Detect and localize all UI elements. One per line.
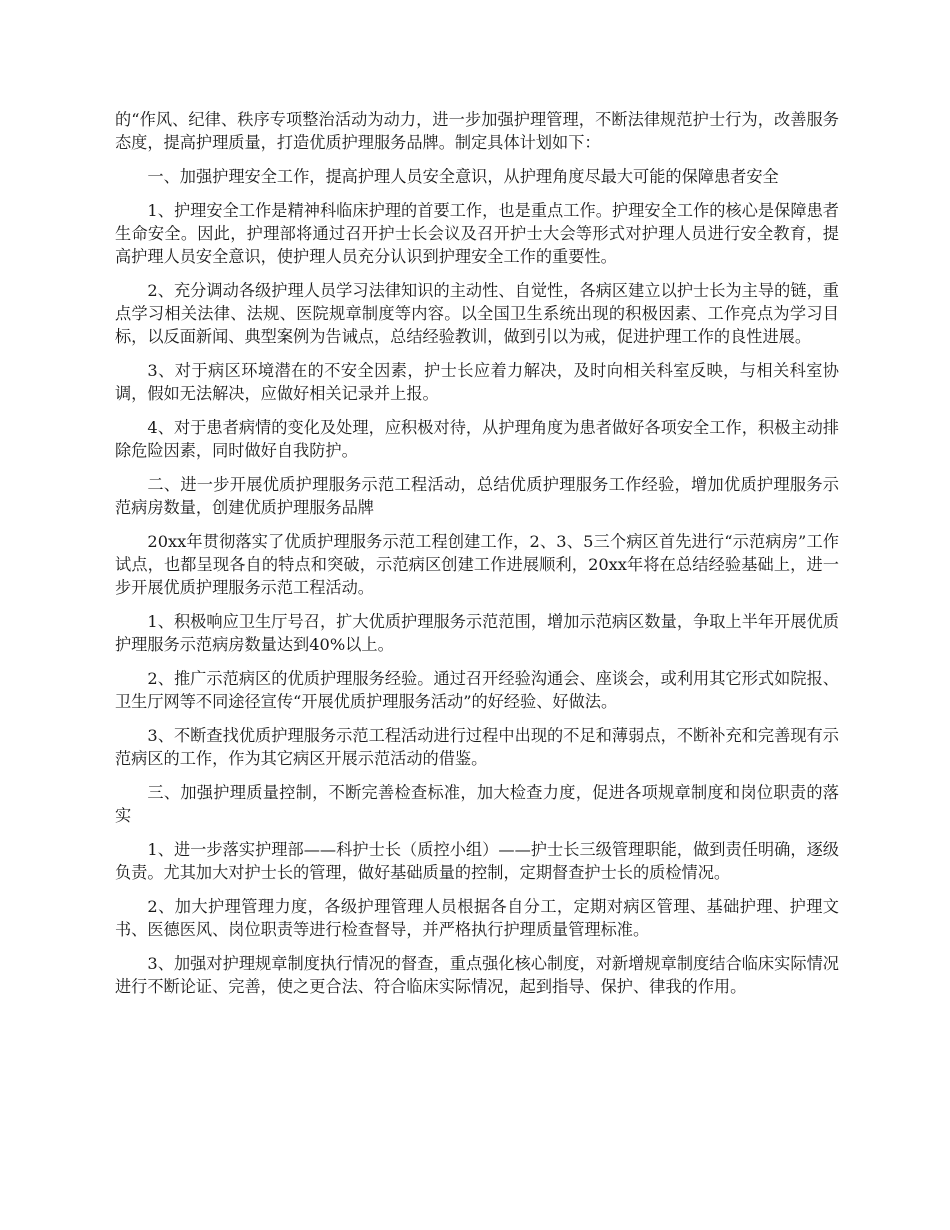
section-heading-3: 三、加强护理质量控制，不断完善检查标准，加大检查力度，促进各项规章制度和岗位职责的落实: [115, 783, 839, 825]
paragraph-1-4: 4、对于患者病情的变化及处理，应积极对待，从护理角度为患者做好各项安全工作，积极主动排除危险因素，同时做好自我防护。: [115, 418, 839, 460]
paragraph-3-2: 2、加大护理管理力度，各级护理管理人员根据各自分工，定期对病区管理、基础护理、护理文书、医德医风、岗位职责等进行检查督导，并严格执行护理质量管理标准。: [115, 897, 839, 939]
paragraph-intro-continuation: 的“作风、纪律、秩序专项整治活动为动力，进一步加强护理管理，不断法律规范护士行为，改善服务态度，提高护理质量，打造优质护理服务品牌。制定具体计划如下：: [115, 110, 839, 152]
paragraph-2-intro: 20xx年贯彻落实了优质护理服务示范工程创建工作，2、3、5三个病区首先进行“示范病房”工作试点，也都呈现各自的特点和突破，示范病区创建工作进展顺利，20xx年将在总结经验基础上，进一步开展优质护理服务示范工程活动。: [115, 532, 839, 597]
paragraph-1-2: 2、充分调动各级护理人员学习法律知识的主动性、自觉性，各病区建立以护士长为主导的链，重点学习相关法律、法规、医院规章制度等内容。以全国卫生系统出现的积极因素、工作亮点为学习目标，以反面新闻、典型案例为告诫点，总结经验教训，做到引以为戒，促进护理工作的良性进展。: [115, 281, 839, 346]
section-heading-2: 二、进一步开展优质护理服务示范工程活动，总结优质护理服务工作经验，增加优质护理服务示范病房数量，创建优质护理服务品牌: [115, 475, 839, 517]
paragraph-1-3: 3、对于病区环境潜在的不安全因素，护士长应着力解决，及时向相关科室反映，与相关科室协调，假如无法解决，应做好相关记录并上报。: [115, 361, 839, 403]
section-heading-1: 一、加强护理安全工作，提高护理人员安全意识，从护理角度尽最大可能的保障患者安全: [147, 167, 779, 186]
paragraph-3-3: 3、加强对护理规章制度执行情况的督查，重点强化核心制度，对新增规章制度结合临床实际情况进行不断论证、完善，使之更合法、符合临床实际情况，起到指导、保护、律我的作用。: [115, 954, 839, 996]
document-page: [115, 108, 839, 1009]
paragraph-2-2: 2、推广示范病区的优质护理服务经验。通过召开经验沟通会、座谈会，或利用其它形式如院报、卫生厅网等不同途径宣传“开展优质护理服务活动”的好经验、好做法。: [115, 669, 839, 711]
paragraph-2-1: 1、积极响应卫生厅号召，扩大优质护理服务示范范围，增加示范病区数量，争取上半年开展优质护理服务示范病房数量达到40%以上。: [115, 612, 839, 654]
paragraph-2-3: 3、不断查找优质护理服务示范工程活动进行过程中出现的不足和薄弱点，不断补充和完善现有示范病区的工作，作为其它病区开展示范活动的借鉴。: [115, 726, 839, 768]
paragraph-3-1: 1、进一步落实护理部——科护士长（质控小组）——护士长三级管理职能，做到责任明确，逐级负责。尤其加大对护士长的管理，做好基础质量的控制，定期督查护士长的质检情况。: [115, 840, 839, 882]
paragraph-1-1: 1、护理安全工作是精神科临床护理的首要工作，也是重点工作。护理安全工作的核心是保障患者生命安全。因此，护理部将通过召开护士长会议及召开护士大会等形式对护理人员进行安全教育，提高护理人员安全意识，使护理人员充分认识到护理安全工作的重要性。: [115, 201, 839, 266]
